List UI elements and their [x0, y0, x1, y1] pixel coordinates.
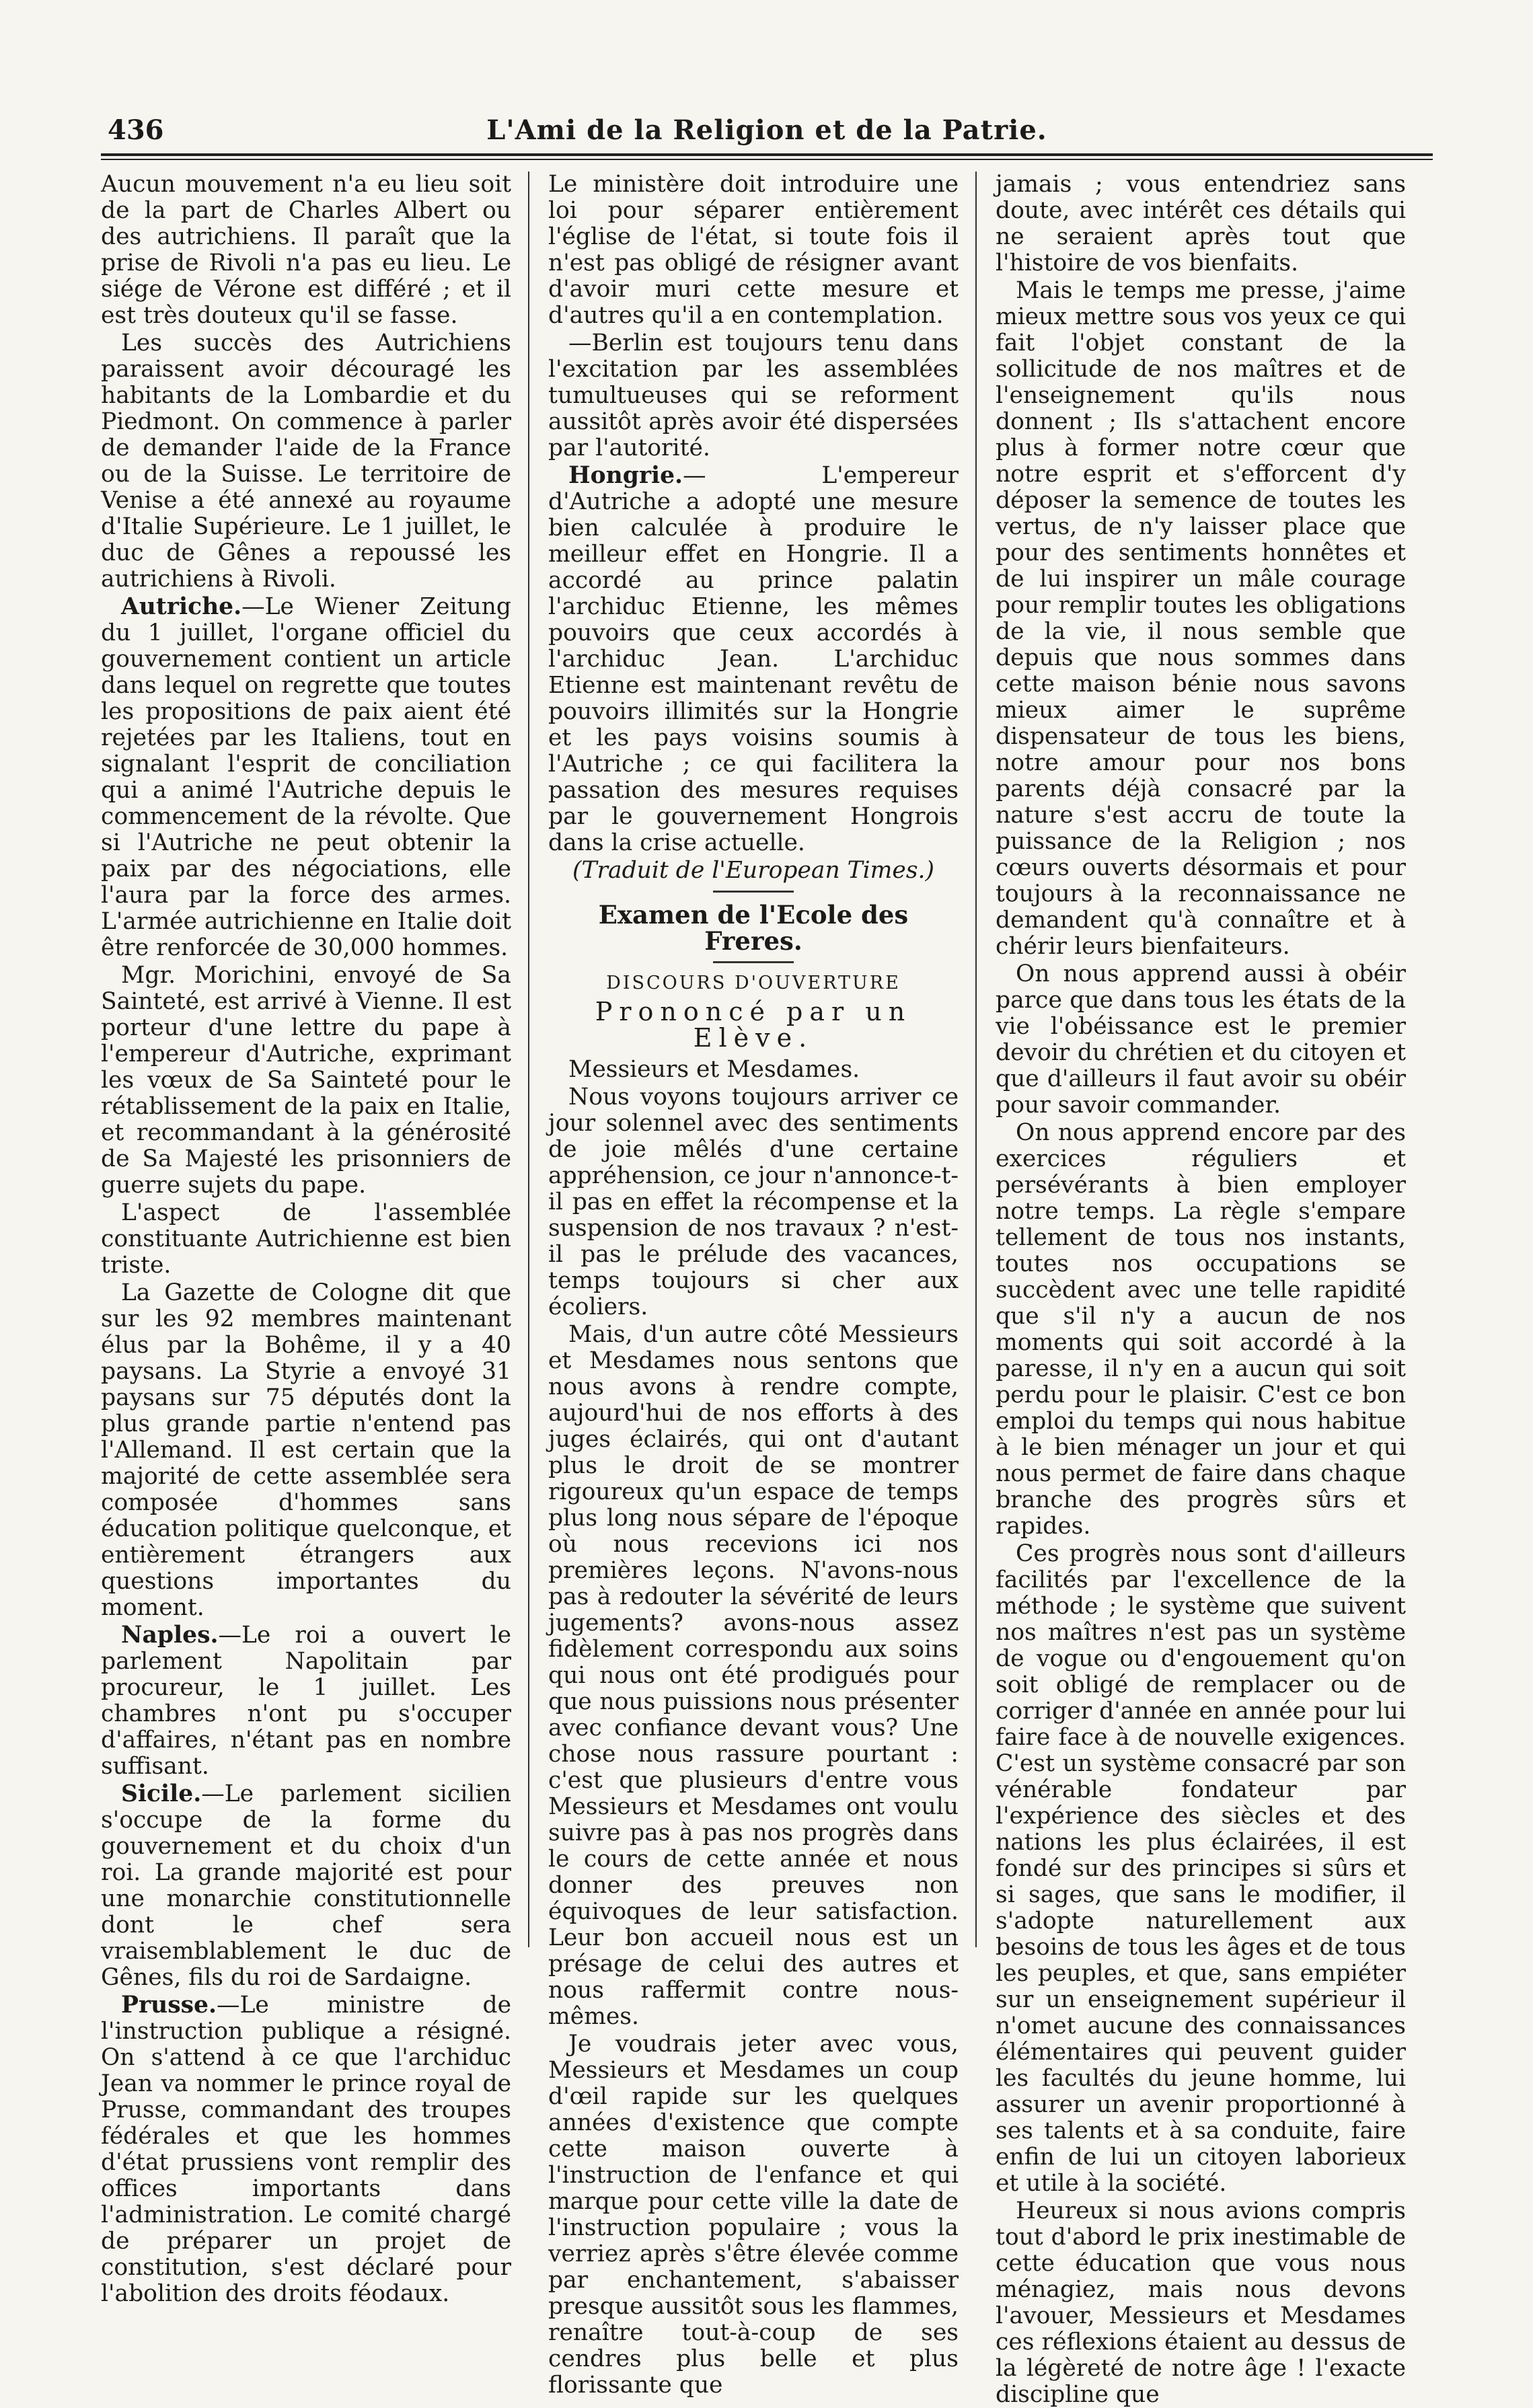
paragraph	[101, 1622, 511, 1780]
paragraph: Le ministère doit introduire une loi pour séparer entièrement l'église de l'état, si toute fois il n'est pas obligé de résigner avant d'avoir muri cette mesure et d'autres qu'il a en contemplation.	[548, 171, 959, 329]
paragraph: Mgr. Morichini, envoyé de Sa Sainteté, est arrivé à Vienne. Il est porteur d'une lettre du pape à l'empereur d'Autriche, exprimant les vœux de Sa Sainteté pour le rétablissement de la paix en Italie, et recommandant à la générosité de Sa Majesté les prisonniers de guerre sujets du pape.	[101, 962, 511, 1199]
paragraph: On nous apprend encore par des exercices réguliers et persévérants à bien employer notre temps. La règle s'empare tellement de tous nos instants, toutes nos occupations se succèdent avec une telle rapidité que s'il n'y a aucun de nos moments qui soit accordé à la paresse, il n'y en a aucun qui soit perdu pour le plaisir. C'est ce bon emploi du temps qui nous habitue à le bien ménager un jour et qui nous permet de faire dans chaque branche des progrès sûrs et rapides.	[996, 1119, 1406, 1540]
salutation: Messieurs et Mesdames.	[568, 1056, 860, 1083]
article-subheading: DISCOURS D'OUVERTURE	[606, 973, 901, 993]
paragraph: L'aspect de l'assemblée constituante Autrichienne est bien triste.	[101, 1199, 511, 1279]
paragraph: Mais le temps me presse, j'aime mieux mettre sous vos yeux ce qui fait l'objet constant de la sollicitude de nos maîtres et de l'enseignement qu'ils nous donnent ; Ils s'attachent encore plus à former notre cœur que notre esprit et s'efforcent d'y déposer la semence de toutes les vertus, de n'y laisser place que pour des sentiments honnêtes et de lui inspirer un mâle courage pour remplir toutes les obligations de la vie, il nous semble que depuis que nous sommes dans cette maison bénie nous savons mieux aimer le suprême dispensateur de tous les biens, notre amour pour nos bons parents déjà consacré par la nature s'est accru de toute la puissance de la Religion ; nos cœurs ouverts désormais et pour toujours à la reconnaissance ne demandent qu'à connaître et à chérir leurs bienfaiteurs.	[996, 277, 1406, 960]
newspaper-page	[101, 101, 1433, 2408]
paragraph: jamais ; vous entendriez sans doute, avec intérêt ces détails qui ne seraient après tout que l'histoire de vos bienfaits.	[996, 171, 1406, 276]
country-heading: Autriche.	[121, 593, 242, 620]
paragraph	[548, 463, 959, 856]
paragraph-text: —Le parlement sicilien s'occupe de la forme du gouvernement et du choix d'un roi. La grande majorité est pour une monarchie constitutionnelle dont le chef sera vraisemblablement le duc de Gênes, fils du roi de Sardaigne.	[101, 1780, 511, 1991]
country-heading: Naples.	[121, 1622, 219, 1649]
paragraph-text: — L'empereur d'Autriche a adopté une mesure bien calculée à produire le meilleur effet en Hongrie. Il a accordé au prince palatin l'archiduc Etienne, les mêmes pouvoirs que ceux accordés à l'archiduc Jean. L'archiduc Etienne est maintenant revêtu de pouvoirs illimités sur la Hongrie et les pays voisins soumis à l'Autriche ; ce qui facilitera la passation des mesures requises par le gouvernement Hongrois dans la crise actuelle.	[548, 462, 959, 856]
section-rule	[713, 891, 794, 893]
paragraph-text: —Le ministre de l'instruction publique a résigné. On s'attend à ce que l'archiduc Jean va nommer le prince royal de Prusse, commandant des troupes fédérales et que les hommes d'état prussiens vont remplir des offices importants dans l'administration. Le comité chargé de préparer un projet de constitution, s'est déclaré pour l'abolition des droits féodaux.	[101, 1992, 511, 2307]
paragraph-text: —Le roi a ouvert le parlement Napolitain par procureur, le 1 juillet. Les chambres n'ont pu s'occuper d'affaires, n'étant pas en nombre suffisant.	[101, 1622, 511, 1780]
running-title: L'Ami de la Religion et de la Patrie.	[486, 114, 1047, 146]
country-heading: Prusse.	[121, 1992, 217, 2019]
paragraph: Ces progrès nous sont d'ailleurs facilités par l'excellence de la méthode ; le système que suivent nos maîtres n'est pas un système de vogue ou d'engouement qu'on soit obligé de remplacer ou de corriger d'année en année pour lui faire face à de nouvelle exigences. C'est un système consacré par son vénérable fondateur par l'expérience des siècles et des nations les plus éclairées, il est fondé sur des principes si sûrs et si sages, que sans le modifier, il s'adopte naturellement aux besoins de tous les âges et de tous les peuples, et que, sans empiéter sur un enseignement supérieur il n'omet aucune des connaissances élémentaires qui peuvent guider les facultés du jeune homme, lui assurer un avenir proportionné à ses talents et à sa conduite, faire enfin de lui un citoyen laborieux et utile à la société.	[996, 1540, 1406, 2197]
paragraph: Je voudrais jeter avec vous, Messieurs et Mesdames un coup d'œil rapide sur les quelques années d'existence que compte cette maison ouverte à l'instruction de l'enfance et qui marque pour cette ville la date de l'instruction populaire ; vous la verriez après s'être élevée comme par enchantement, s'abaisser presque aussitôt sous les flammes, renaître tout-à-coup de ses cendres plus belle et plus florissante que	[548, 2031, 959, 2399]
paragraph: Nous voyons toujours arriver ce jour solennel avec des sentiments de joie mêlés d'une certaine appréhension, ce jour n'annonce-t-il pas en effet la récompense et la suspension de nos travaux ? n'est-il pas le prélude des vacances, temps toujours si cher aux écoliers.	[548, 1084, 959, 1320]
paragraph: Aucun mouvement n'a eu lieu soit de la part de Charles Albert ou des autrichiens. Il paraît que la prise de Rivoli n'a pas eu lieu. Le siége de Vérone est différé ; et il est très douteux qu'il se fasse.	[101, 171, 511, 329]
article-subheading-2: Prononcé par un Elève.	[595, 997, 912, 1053]
paragraph: La Gazette de Cologne dit que sur les 92 membres maintenant élus par la Bohême, il y a 40 paysans. La Styrie a envoyé 31 paysans sur 75 députés dont la plus grande partie n'entend pas l'Allemand. Il est certain que la majorité de cette assemblée sera composée d'hommes sans éducation politique quelconque, et entièrement étrangers aux questions importantes du moment.	[101, 1279, 511, 1621]
paragraph: On nous apprend aussi à obéir parce que dans tous les états de la vie l'obéissance est le premier devoir du chrétien et du citoyen et que d'ailleurs il faut avoir su obéir pour savoir commander.	[996, 961, 1406, 1119]
section-rule	[713, 961, 794, 963]
column-divider	[528, 172, 529, 1947]
paragraph: Heureux si nous avions compris tout d'abord le prix inestimable de cette éducation que vous nous ménagiez, mais nous devons l'avouer, Messieurs et Mesdames ces réflexions étaient au dessus de la légèreté de notre âge ! l'exacte discipline que	[996, 2197, 1406, 2408]
column-divider	[975, 172, 977, 1947]
header-rule-thin	[101, 159, 1433, 160]
source-credit: (Traduit de l'European Times.)	[572, 857, 934, 884]
country-heading: Hongrie.	[568, 462, 683, 489]
paragraph	[101, 1992, 511, 2307]
country-heading: Sicile.	[121, 1780, 202, 1807]
paragraph-text: —Le Wiener Zeitung du 1 juillet, l'organe officiel du gouvernement contient un article dans lequel on regrette que toutes les propositions de paix aient été rejetées par les Italiens, tout en signalant l'esprit de conciliation qui a animé l'Autriche depuis le commencement de la révolte. Que si l'Autriche ne peut obtenir la paix par des négociations, elle l'aura par la force des armes. L'armée autrichienne en Italie doit être renforcée de 30,000 hommes.	[101, 593, 511, 961]
page-number: 436	[108, 114, 164, 146]
paragraph	[101, 594, 511, 961]
column-3	[996, 171, 1406, 2408]
paragraph	[101, 1781, 511, 1991]
column-1	[101, 171, 511, 2307]
paragraph: —Berlin est toujours tenu dans l'excitation par les assemblées tumultueuses qui se reforment aussitôt après avoir été dispersées par l'autorité.	[548, 330, 959, 461]
column-2	[548, 171, 959, 2399]
paragraph: Les succès des Autrichiens paraissent avoir découragé les habitants de la Lombardie et du Piedmont. On commence à parler de demander l'aide de la France ou de la Suisse. Le territoire de Venise a été annexé au royaume d'Italie Supérieure. Le 1 juillet, le duc de Gênes a repoussé les autrichiens à Rivoli.	[101, 330, 511, 593]
paragraph: Mais, d'un autre côté Messieurs et Mesdames nous sentons que nous avons à rendre compte, aujourd'hui de nos efforts à des juges éclairés, qui ont d'autant plus le droit de se montrer rigoureux qu'un espace de temps plus long nous sépare de l'époque où nous recevions ici nos premières leçons. N'avons-nous pas à redouter la sévérité de leurs jugements? avons-nous assez fidèlement correspondu aux soins qui nous ont été prodigués pour que nous puissions nous présenter avec confiance devant vous? Une chose nous rassure pourtant : c'est que plusieurs d'entre vous Messieurs et Mesdames ont voulu suivre pas à pas nos progrès dans le cours de cette année et nous donner des preuves non équivoques de leur satisfaction. Leur bon accueil nous est un présage de celui des autres et nous raffermit contre nous-mêmes.	[548, 1321, 959, 2030]
article-heading: Examen de l'Ecole des Freres.	[598, 900, 909, 956]
header-rule	[101, 153, 1433, 156]
page-header	[101, 101, 1433, 155]
